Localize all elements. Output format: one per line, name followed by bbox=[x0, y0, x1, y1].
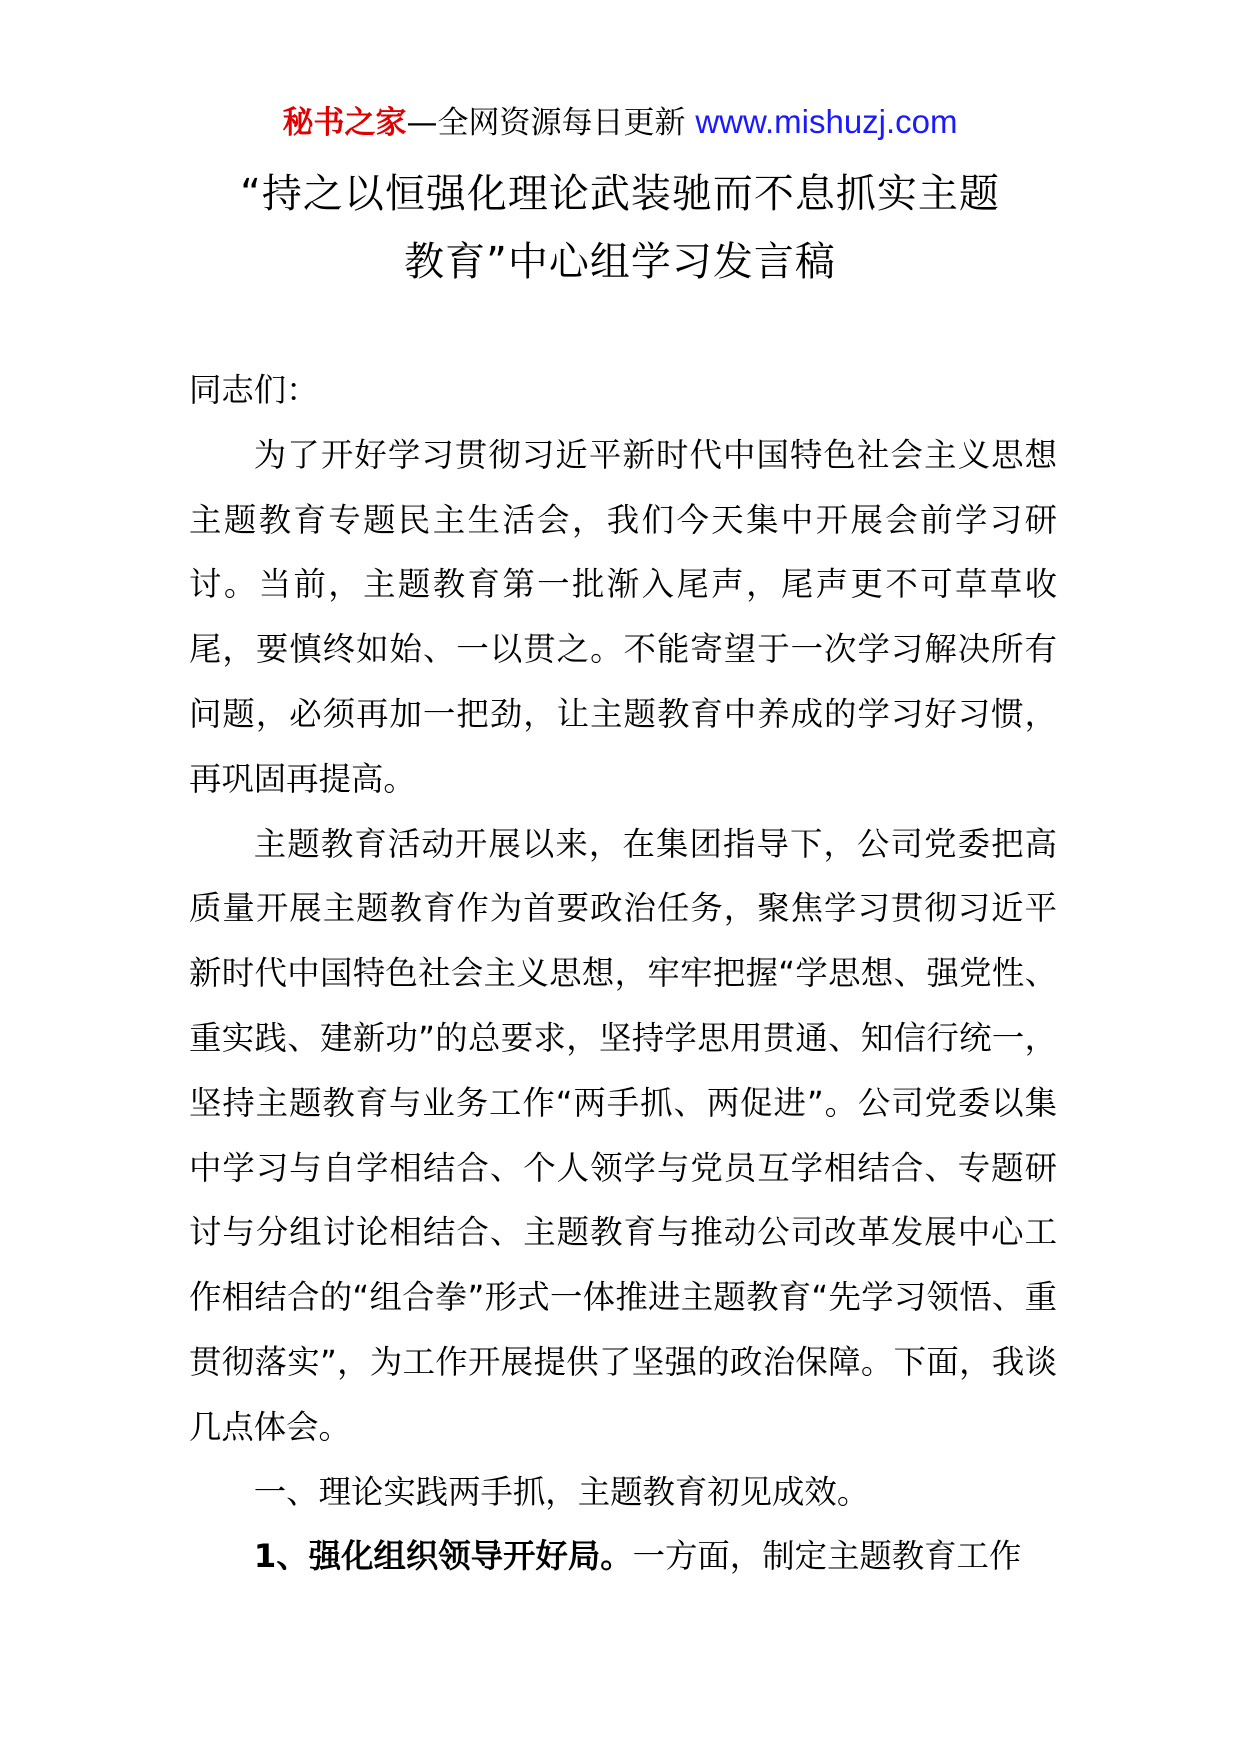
watermark-header bbox=[0, 100, 1240, 145]
paragraph-1: 为了开好学习贯彻习近平新时代中国特色社会主义思想主题教育专题民主生活会，我们今天集中开展会前学习研讨。当前，主题教育第一批渐入尾声，尾声更不可草草收尾，要慎终如始、一以贯之。不能寄望于一次学习解决所有问题，必须再加一把劲，让主题教育中养成的学习好习惯，再巩固再提高。 bbox=[189, 435, 1057, 798]
watermark-url[interactable]: www.mishuzj.com bbox=[695, 103, 958, 140]
point-1 bbox=[189, 1524, 1057, 1589]
document-title bbox=[0, 160, 1240, 296]
document-body bbox=[189, 358, 1057, 1589]
watermark-slogan: —全网资源每日更新 bbox=[406, 105, 696, 141]
point-1-heading: 1、强化组织领导开好局。 bbox=[253, 1537, 633, 1576]
section-heading-1: 一、理论实践两手抓，主题教育初见成效。 bbox=[253, 1472, 870, 1511]
title-line-1: “持之以恒强化理论武装驰而不息抓实主题 bbox=[240, 171, 1000, 217]
greeting: 同志们： bbox=[189, 371, 319, 409]
point-1-text: 一方面，制定主题教育工作 bbox=[632, 1537, 1022, 1576]
watermark-brand: 秘书之家 bbox=[282, 105, 407, 141]
title-line-2: 教育”中心组学习发言稿 bbox=[404, 239, 836, 285]
paragraph-2: 主题教育活动开展以来，在集团指导下，公司党委把高质量开展主题教育作为首要政治任务，聚焦学习贯彻习近平新时代中国特色社会主义思想，牢牢把握“学思想、强党性、重实践、建新功”的总要求，坚持学思用贯通、知信行统一，坚持主题教育与业务工作“两手抓、两促进”。公司党委以集中学习与自学相结合、个人领学与党员互学相结合、专题研讨与分组讨论相结合、主题教育与推动公司改革发展中心工作相结合的“组合拳”形式一体推进主题教育“先学习领悟、重贯彻落实”，为工作开展提供了坚强的政治保障。下面，我谈几点体会。 bbox=[189, 824, 1057, 1446]
